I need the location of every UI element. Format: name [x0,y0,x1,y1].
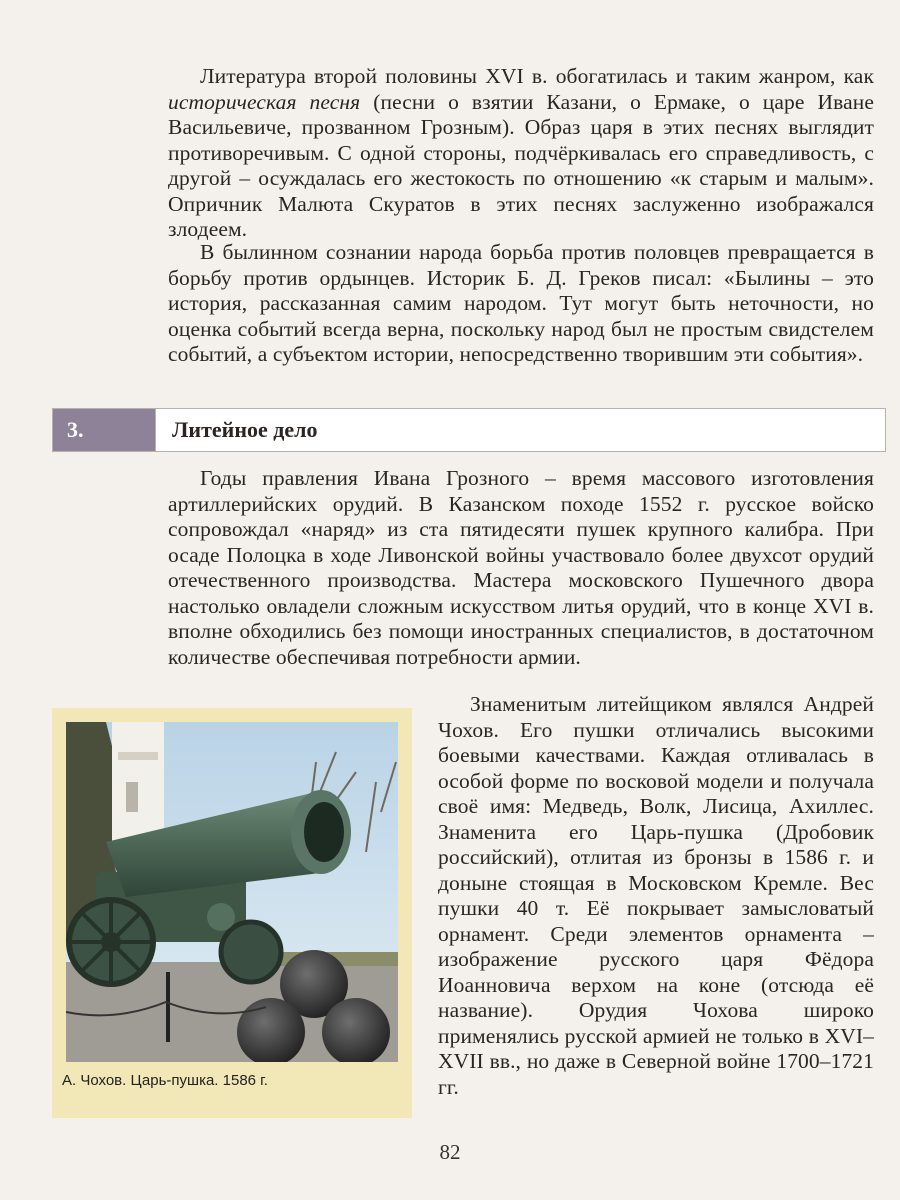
section-header [52,408,886,452]
paragraph-historical-song [168,64,874,243]
paragraph-chokhov: Знаменитым литейщиком являлся Андрей Чохов. Его пушки отличались высокими боевыми качествами. Каждая отливалась в особой форме по восковой модели и получала своё имя: Медведь, Волк, Лисица, Ахиллес. Знаменита его Царь-пушка (Дробовик российский), отлитая из бронзы в 1586 г. и доныне стоящая в Московском Кремле. Вес пушки 40 т. Её покрывает замысловатый орнамент. Среди элементов орнамента – изображение русского царя Фёдора Иоанновича верхом на коне (отсюда её название). Орудия Чохова широко применялись русской армией не только в XVI–XVII вв., но даже в Северной войне 1700–1721 гг. [438,692,874,1099]
p1-text-before: Литература второй половины XVI в. обогатилась и таким жанром, как [200,64,874,88]
p1-emphasis: историческая песня [168,89,361,114]
tsar-cannon-figure [52,708,412,1118]
page-number: 82 [439,1140,461,1164]
paragraph-artillery: Годы правления Ивана Грозного – время массового изготовления артиллерийских орудий. В Казанском походе 1552 г. русское войско сопровождал «наряд» из ста пятидесяти пушек крупного калибра. При осаде Полоцка в ходе Ливонской войны участвовало более двухсот орудий отечественного производства. Мастера московского Пушечного двора настолько овладели сложным искусством литья орудий, что в конце XVI в. вполне обходились без помощи иностранных специалистов, в достаточном количестве обеспечивая потребности армии. [168,466,874,669]
figure-caption: А. Чохов. Царь-пушка. 1586 г. [62,1072,268,1089]
section-title: Литейное дело [155,409,885,451]
tsar-cannon-illustration [66,722,398,1062]
paragraph-bylinas: В былинном сознании народа борьба против половцев превращается в борьбу против ордынцев. Историк Б. Д. Греков писал: «Былины – это история, рассказанная самим народом. Тут могут быть неточности, но оценка событий всегда верна, поскольку народ был не простым свидстелем событий, а субъектом истории, непосредственно творившим эти события». [168,240,874,366]
section-number: 3. [53,409,155,451]
p1-text-after: (песни о взятии Казани, о Ермаке, о царе Иване Васильевиче, прозванном Грозным). Образ царя в этих песнях выглядит противоречивым. С одной стороны, подчёркивалась его справедливость, с другой – осуждалась его жестокость по отношению «к старым и малым». Опричник Малюта Скуратов в этих песнях заслуженно изображался злодеем. [168,89,874,241]
